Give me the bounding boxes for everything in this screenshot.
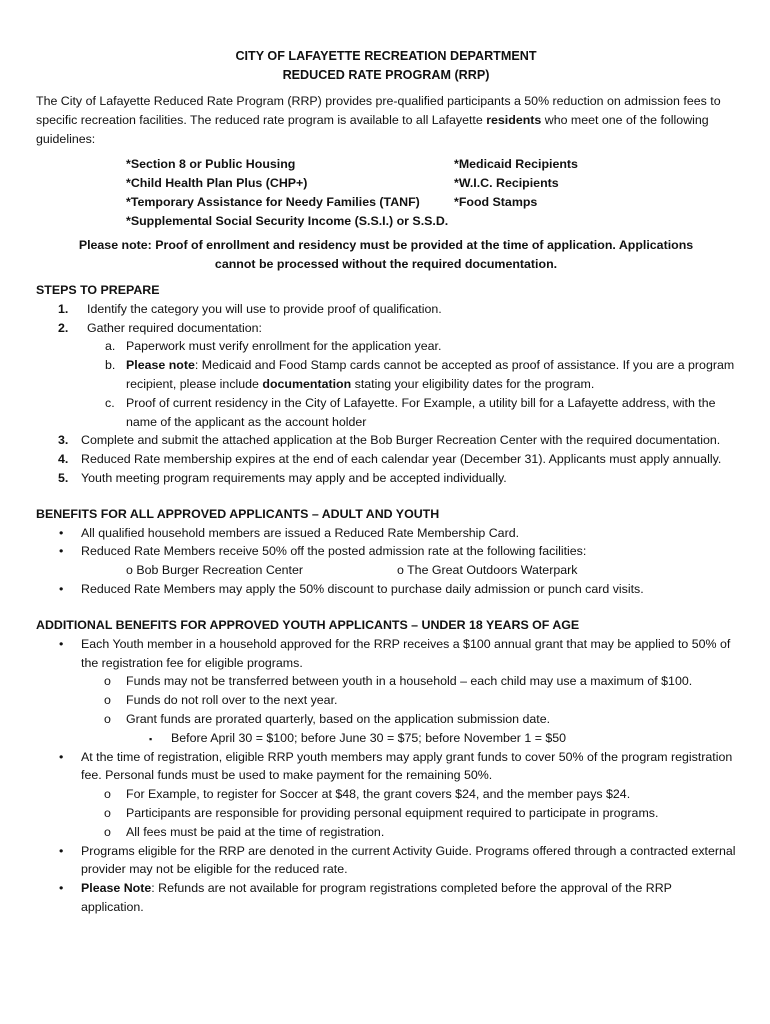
youth-subitem	[36, 672, 736, 691]
youth-benefit-item	[36, 748, 736, 786]
substep-text: Paperwork must verify enrollment for the application year.	[126, 339, 442, 354]
youth-benefit-item	[36, 842, 736, 880]
step-text: Gather required documentation:	[87, 320, 262, 335]
step-number: 5.	[58, 470, 69, 485]
benefit-text: All qualified household members are issued a Reduced Rate Membership Card.	[81, 525, 520, 540]
youth-benefits-heading: ADDITIONAL BENEFITS FOR APPROVED YOUTH APPLICANTS – UNDER 18 YEARS OF AGE	[36, 617, 580, 632]
youth-subitem	[36, 691, 736, 710]
bullet-icon: •	[59, 881, 64, 896]
youth-subsubitem	[36, 729, 736, 748]
square-bullet-icon: ▪	[149, 733, 153, 744]
step-item	[36, 450, 736, 469]
step-text: Identify the category you will use to provide proof of qualification.	[87, 301, 442, 316]
bullet-icon: •	[59, 843, 64, 858]
substep-letter: b.	[105, 358, 116, 373]
bullet-icon: •	[59, 582, 64, 597]
benefit-text: Reduced Rate Members may apply the 50% discount to purchase daily admission or punch card visits.	[81, 582, 644, 597]
step-item	[36, 319, 736, 338]
facility-item: o The Great Outdoors Waterpark	[397, 563, 578, 578]
step-item	[36, 300, 736, 319]
bullet-icon: •	[59, 636, 64, 651]
youth-subitem-text: Funds may not be transferred between youth in a household – each child may use a maximum of $100.	[126, 674, 693, 689]
youth-subitem-text: For Example, to register for Soccer at $48, the grant covers $24, and the member pays $24.	[126, 787, 631, 802]
youth-subitem	[36, 823, 736, 842]
guideline-item: *Section 8 or Public Housing	[126, 157, 296, 172]
step-number: 1.	[58, 301, 69, 316]
benefit-item	[36, 524, 736, 543]
title-line-2: REDUCED RATE PROGRAM (RRP)	[282, 68, 490, 82]
step-item	[36, 431, 736, 450]
guidelines-left-column	[126, 155, 448, 230]
facilities-list	[36, 561, 736, 580]
proof-note	[36, 236, 736, 274]
benefit-item	[36, 542, 736, 561]
guideline-item: *Supplemental Social Security Income (S.S.I.) or S.S.D.	[126, 213, 449, 228]
youth-subitem-text: All fees must be paid at the time of registration.	[126, 824, 385, 839]
guideline-item: *Temporary Assistance for Needy Families (TANF)	[126, 194, 420, 209]
substep-item	[36, 394, 736, 432]
steps-heading: STEPS TO PREPARE	[36, 282, 160, 297]
circle-bullet-icon: o	[104, 674, 111, 689]
step-number: 4.	[58, 452, 69, 467]
youth-benefit-text: Programs eligible for the RRP are denoted in the current Activity Guide. Programs offered through a contracted external provider may not be eligible for the reduced rate.	[81, 843, 736, 877]
youth-benefit-text: At the time of registration, eligible RRP youth members may apply grant funds to cover 50% of the program registration fee. Personal funds must be used to make payment for the remaining 50%.	[81, 749, 733, 783]
circle-bullet-icon: o	[104, 787, 111, 802]
substep-text: Proof of current residency in the City of Lafayette. For Example, a utility bill for a Lafayette address, with the name of the applicant as the account holder	[126, 395, 716, 429]
please-note-label: Please Note	[81, 881, 152, 896]
step-item	[36, 469, 736, 488]
youth-subitem	[36, 804, 736, 823]
youth-benefit-text	[36, 879, 736, 917]
step-text: Reduced Rate membership expires at the end of each calendar year (December 31). Applicants must apply annually.	[81, 452, 722, 467]
guidelines-right-column	[454, 155, 578, 211]
step-number: 3.	[58, 433, 69, 448]
proof-note-line-1: Please note: Proof of enrollment and residency must be provided at the time of application. Applications	[78, 238, 694, 253]
youth-benefit-item	[36, 635, 736, 673]
circle-bullet-icon: o	[104, 824, 111, 839]
circle-bullet-icon: o	[104, 805, 111, 820]
guideline-item: *Medicaid Recipients	[454, 157, 578, 172]
benefit-item	[36, 580, 736, 599]
document-page	[36, 47, 736, 917]
youth-subitem	[36, 785, 736, 804]
intro-bold-residents: residents	[486, 112, 542, 127]
youth-benefit-text: Each Youth member in a household approved for the RRP receives a $100 annual grant that may be applied to 50% of the registration fee for eligible programs.	[81, 636, 731, 670]
document-title	[36, 47, 736, 85]
substep-item	[36, 356, 736, 394]
intro-paragraph	[36, 92, 736, 148]
youth-subitem	[36, 710, 736, 729]
step-text: Complete and submit the attached application at the Bob Burger Recreation Center with the required documentation.	[81, 433, 721, 448]
youth-subitem-text: Funds do not roll over to the next year.	[126, 693, 338, 708]
youth-subitem-text: Participants are responsible for providing personal equipment required to participate in programs.	[126, 805, 659, 820]
intro-text-end: who meet one of the following guidelines:	[36, 112, 709, 146]
substep-letter: a.	[105, 339, 116, 354]
youth-benefit-item	[36, 879, 736, 917]
eligibility-guidelines	[36, 155, 736, 230]
intro-text: The City of Lafayette Reduced Rate Program (RRP) provides pre-qualified participants a 50% reduction on admission fees to specific recreation facilities. The reduced rate program is available to all Lafayette	[36, 94, 721, 127]
circle-bullet-icon: o	[104, 711, 111, 726]
bullet-icon: •	[59, 525, 64, 540]
facility-item: o Bob Burger Recreation Center	[126, 563, 304, 578]
bullet-icon: •	[59, 749, 64, 764]
proration-schedule: Before April 30 = $100; before June 30 = $75; before November 1 = $50	[171, 730, 567, 745]
substep-letter: c.	[105, 395, 115, 410]
step-text: Youth meeting program requirements may apply and be accepted individually.	[81, 470, 507, 485]
proof-note-line-2: cannot be processed without the required documentation.	[214, 257, 558, 272]
guideline-item: *W.I.C. Recipients	[454, 176, 559, 191]
please-note-label: Please note	[126, 358, 195, 373]
guideline-item: *Food Stamps	[454, 194, 538, 209]
benefits-heading: BENEFITS FOR ALL APPROVED APPLICANTS – ADULT AND YOUTH	[36, 506, 440, 521]
substep-text	[36, 356, 736, 394]
substep-item	[36, 337, 736, 356]
benefit-text: Reduced Rate Members receive 50% off the posted admission rate at the following facilities:	[81, 544, 587, 559]
bullet-icon: •	[59, 544, 64, 559]
substep-text-part: : Medicaid and Food Stamp cards cannot be accepted as proof of assistance. If you are a program recipient, please include	[126, 358, 735, 391]
title-line-1: CITY OF LAFAYETTE RECREATION DEPARTMENT	[235, 49, 537, 63]
guideline-item: *Child Health Plan Plus (CHP+)	[126, 176, 308, 191]
substep-text-part: stating your eligibility dates for the program.	[351, 376, 595, 391]
youth-benefit-text-part: : Refunds are not available for program registrations completed before the approval of the RRP application.	[81, 881, 672, 914]
documentation-bold: documentation	[262, 376, 352, 391]
circle-bullet-icon: o	[104, 693, 111, 708]
step-number: 2.	[58, 320, 69, 335]
youth-subitem-text: Grant funds are prorated quarterly, based on the application submission date.	[126, 711, 551, 726]
